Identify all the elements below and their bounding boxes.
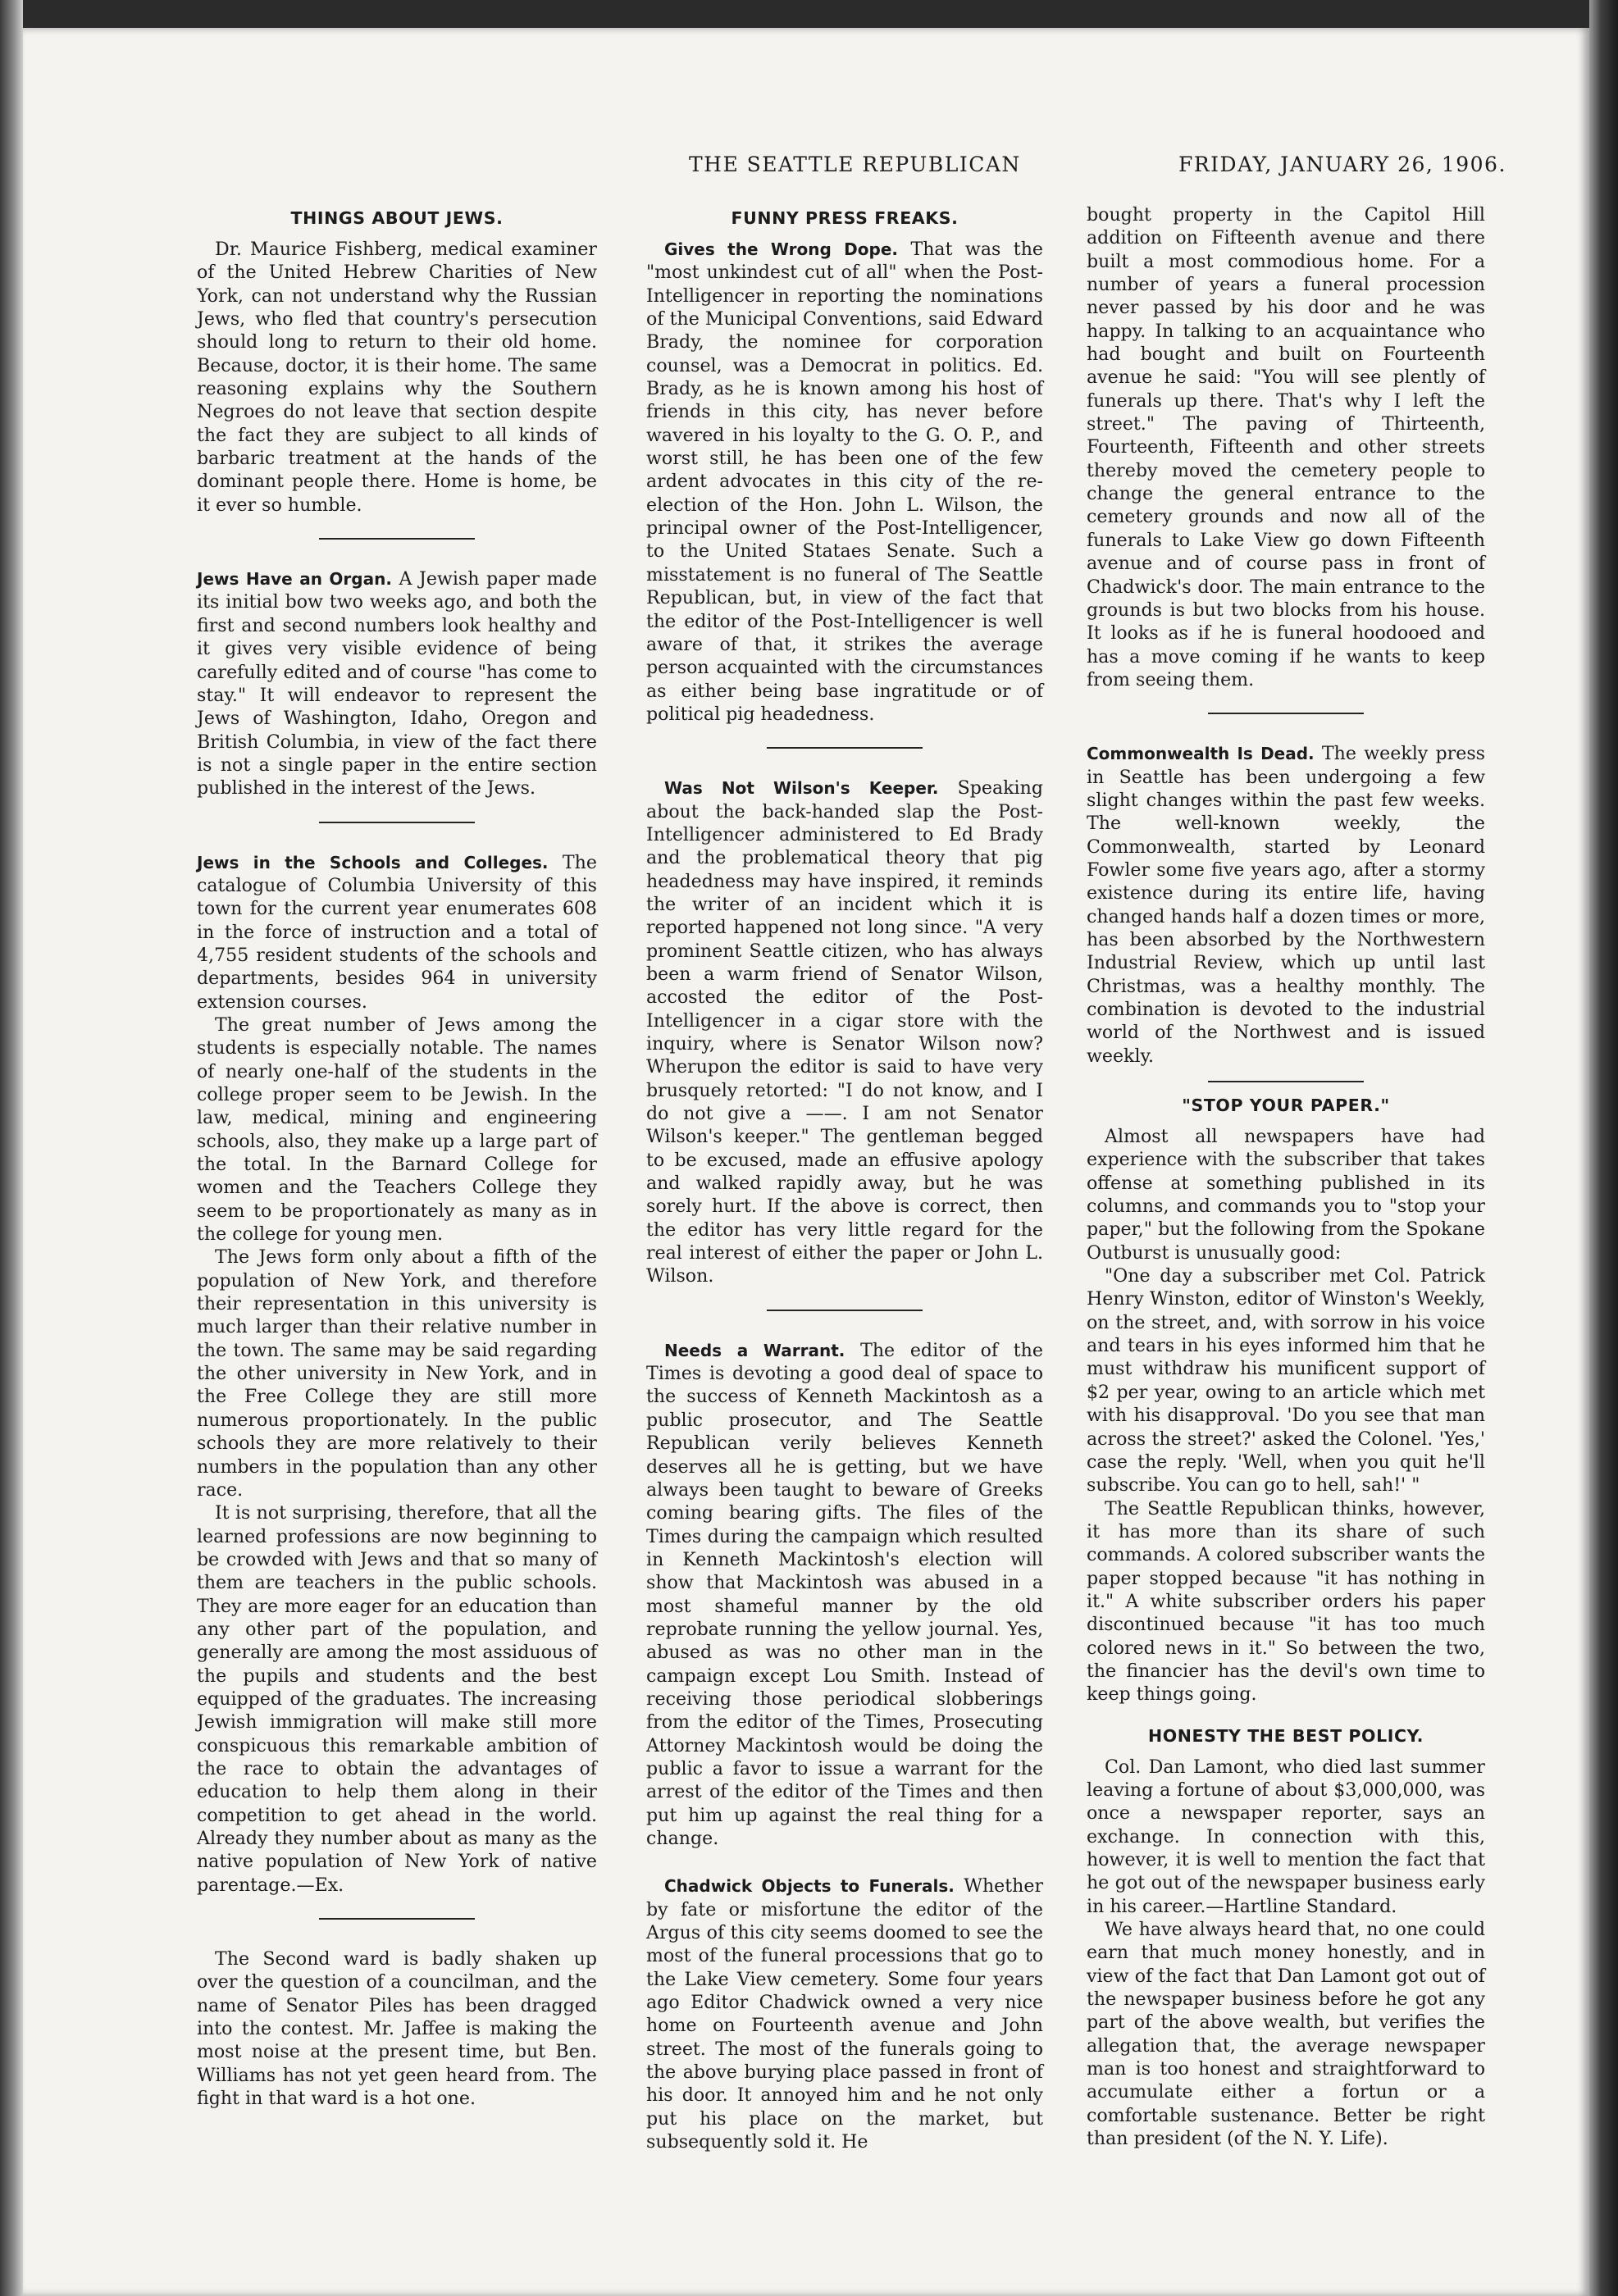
article-paragraph: bought property in the Capitol Hill addition on Fifteenth avenue and there built a most commodious home. For a number of years a funeral procession never passed by his door and he was happy. In talking to an acquaintance who had bought and built on Fourteenth avenue he said: "You will see plently of funerals up there. That's why I left the street." The paving of Thirteenth, Fourteenth, Fifteenth and other streets thereby moved the cemetery people to change the general entrance to the cemetery grounds and now all of the funerals to Lake View go down Fifteenth avenue and of course pass in front of Chadwick's door. The main entrance to the grounds is but two blocks from his house. It looks as if he is funeral hoodooed and has a move coming if he wants to keep from seeing them. xyxy=(1087,204,1485,690)
column-3 xyxy=(1087,203,1485,2150)
article-paragraph xyxy=(1087,742,1485,1068)
divider xyxy=(319,538,475,540)
article-paragraph xyxy=(646,1875,1043,2153)
article-text: Whether by fate or misfortune the editor of the Argus of this city seems doomed to see the most of the funeral processions that go to the Lake View cemetery. Some four years ago Editor Chadwick owned a very nice home on Fourteenth avenue and John street. The most of the funerals going to the above burying place passed in front of his door. It annoyed him and he not only put his place on the market, but subsequently sold it. He xyxy=(646,1875,1044,2153)
headline-stop-your-paper: "STOP YOUR PAPER." xyxy=(1182,1096,1390,1116)
article-paragraph: The Second ward is badly shaken up over the question of a councilman, and the name of Senator Piles has been dragged into the contest. Mr. Jaffee is making the most noise at the present time, but Ben. Williams has not yet geen heard from. The fight in that ward is a hot one. xyxy=(197,1948,597,2110)
divider xyxy=(319,1918,475,1920)
subhead-jews-in-schools: Jews in the Schools and Colleges. xyxy=(197,852,549,872)
page-right-edge xyxy=(1589,0,1618,2296)
masthead-paper-name: THE SEATTLE REPUBLICAN xyxy=(689,153,1021,176)
divider xyxy=(767,747,923,749)
divider xyxy=(319,822,475,823)
article-paragraph: Almost all newspapers have had experience with the subscriber that takes offense at something published in its columns, and commands you to "stop your paper," but the following from the Spokane Outburst is unusually good: xyxy=(1087,1126,1485,1264)
article-paragraph: Dr. Maurice Fishberg, medical examiner of the United Hebrew Charities of New York, can not understand why the Russian Jews, who fled that country's persecution should long to return to their old home. Because, doctor, it is their home. The same reasoning explains why the Southern Negroes do not leave that section despite the fact they are subject to all kinds of barbaric treatment at the hands of the dominant people there. Home is home, be it ever so humble. xyxy=(197,239,597,516)
subhead-gives-the-wrong-dope: Gives the Wrong Dope. xyxy=(664,239,899,259)
article-paragraph: "One day a subscriber met Col. Patrick Henry Winston, editor of Winston's Weekly, on the street, and, with sorrow in his voice and tears in his eyes informed him that he must withdraw his munificent support of $2 per year, owing to an article which met with his disapproval. 'Do you see that man across the street?' asked the Colonel. 'Yes,' case the reply. 'Well, when you quit he'll subscribe. You can go to hell, sah!' " xyxy=(1087,1265,1485,1496)
article-paragraph: It is not surprising, therefore, that all the learned professions are now beginning to be crowded with Jews and that so many of them are teachers in the public schools. They are more eager for an education than any other part of the population, and generally are among the most assiduous of the pupils and students and the best equipped of the graduates. The increasing Jewish immigration will make still more conspicuous this remarkable ambition of the race to obtain the advantages of education to help them along in their competition to get ahead in the world. Already they number about as many as the native population of New York of native parentage.—Ex. xyxy=(197,1502,597,1896)
subhead-was-not-wilsons-keeper: Was Not Wilson's Keeper. xyxy=(664,778,939,799)
article-paragraph: The Jews form only about a fifth of the population of New York, and therefore their representation in this university is much larger than their relative number in the town. The same may be said regarding the other university in New York, and in the Free College they are still more numerous proportionately. In the public schools they are more relatively to their numbers in the population than any other race. xyxy=(197,1246,597,1501)
masthead-date: FRIDAY, JANUARY 26, 1906. xyxy=(1178,153,1506,176)
article-paragraph xyxy=(197,851,597,1014)
article-text: The catalogue of Columbia University of this town for the current year enumerates 608 in the force of instruction and a total of 4,755 resident students of the schools and departments, besides 964 in university extension courses. xyxy=(197,851,597,1013)
article-paragraph xyxy=(646,238,1043,726)
article-text: A Jewish paper made its initial bow two weeks ago, and both the first and second numbers look healthy and it gives very visible evidence of being carefully edited and of course "has come to stay." It will endeavor to represent the Jews of Washington, Idaho, Oregon and British Columbia, in view of the fact there is not a single paper in the entire section published in the interest of the Jews. xyxy=(197,568,597,800)
subhead-commonwealth-is-dead: Commonwealth Is Dead. xyxy=(1087,744,1315,764)
subhead-needs-a-warrant: Needs a Warrant. xyxy=(664,1340,845,1360)
article-paragraph: We have always heard that, no one could earn that much money honestly, and in view of the fact that Dan Lamont got out of the newspaper business before he got any part of the above wealth, but verifies the allegation that, the average newspaper man is too honest and straightforward to accumulate either a fortun or a comfortable sustenance. Better be right than president (of the N. Y. Life). xyxy=(1087,1919,1485,2150)
divider xyxy=(1208,1081,1364,1082)
article-paragraph: Col. Dan Lamont, who died last summer leaving a fortune of about $3,000,000, was once a newspaper reporter, says an exchange. In connection with this, however, it is well to mention the fact that he got out of the newspaper business early in his career.—Hartline Standard. xyxy=(1087,1756,1485,1917)
article-paragraph xyxy=(646,777,1043,1288)
article-text: That was the "most unkindest cut of all" when the Post-Intelligencer in reporting the nominations of the Municipal Conventions, said Edward Brady, the nominee for corporation counsel, was a Democrat in politics. Ed. Brady, as he is known among his host of friends in this city, has never before wavered in his loyalty to the G. O. P., and worst still, he has been one of the few ardent advocates in this city of the re-election of the Hon. John L. Wilson, the principal owner of the Post-Intelligencer, to the United Stataes Senate. Such a misstatement is no funeral of The Seattle Republican, but, in view of the fact that the editor of the Post-Intelligencer is well aware of that, it strikes the average person acquainted with the circumstances as either being base ingratitude or of political pig headedness. xyxy=(646,239,1043,725)
subhead-jews-have-an-organ: Jews Have an Organ. xyxy=(197,569,392,590)
column-1 xyxy=(197,203,597,2110)
headline-things-about-jews: THINGS ABOUT JEWS. xyxy=(290,208,504,228)
article-paragraph: The great number of Jews among the students is especially notable. The names of nearly one-half of the students in the college proper seem to be Jewish. In the law, medical, mining and engineering schools, also, they make up a large part of the total. In the Barnard College for women and the Teachers College they seem to be proportionately as many as in the college for young men. xyxy=(197,1014,597,1246)
headline-honesty-best-policy: HONESTY THE BEST POLICY. xyxy=(1147,1725,1424,1746)
subhead-chadwick-objects: Chadwick Objects to Funerals. xyxy=(664,1876,955,1897)
page-binding-edge xyxy=(0,0,23,2296)
divider xyxy=(1208,713,1364,714)
article-paragraph: The Seattle Republican thinks, however, it has more than its share of such commands. A colored subscriber wants the paper stopped because "it has nothing in it." A white subscriber orders his paper discontinued because "it has too much colored news in it." So between the two, the financier has the devil's own time to keep things going. xyxy=(1087,1497,1485,1706)
divider xyxy=(767,1310,923,1311)
headline-funny-press-freaks: FUNNY PRESS FREAKS. xyxy=(731,208,959,228)
column-2 xyxy=(646,203,1043,2153)
article-paragraph xyxy=(197,567,597,800)
article-text: The weekly press in Seattle has been undergoing a few slight changes within the past few weeks. The well-known weekly, the Commonwealth, started by Leonard Fowler some five years ago, after a stormy existence during its entire life, having changed hands half a dozen times or more, has been absorbed by the Northwestern Industrial Review, which up until last Christmas, was a healthy monthly. The combination is devoted to the industrial world of the Northwest and is issued weekly. xyxy=(1087,743,1485,1067)
article-text: Speaking about the back-handed slap the Post-Intelligencer administered to Ed Brady and the problematical theory that pig headedness may have inspired, it reminds the writer of an incident which it is reported happened not long since. "A very prominent Seattle citizen, who has always been a warm friend of Senator Wilson, accosted the editor of the Post-Intelligencer in a cigar store with the inquiry, where is Senator Wilson now? Wherupon the editor is said to have very brusquely retorted: "I do not know, and I do not give a ——. I am not Senator Wilson's keeper." The gentleman begged to be excused, made an effusive apology and walked rapidly away, but he was sorely hurt. If the above is correct, then the editor has very little regard for the real interest of either the paper or John L. Wilson. xyxy=(646,777,1043,1287)
article-text: The editor of the Times is devoting a good deal of space to the success of Kenneth Mackintosh as a public prosecutor, and The Seattle Republican verily believes Kenneth deserves all he is getting, but we have always been taught to beware of Greeks coming bearing gifts. The files of the Times during the campaign which resulted in Kenneth Mackintosh's election will show that Mackintosh was abused in a most shameful manner by the old reprobate running the yellow journal. Yes, abused as was no other man in the campaign except Lou Smith. Instead of receiving those periodical slobberings from the editor of the Times, Prosecuting Attorney Mackintosh would be doing the public a favor to issue a warrant for the arrest of the editor of the Times and then put him up against the real thing for a change. xyxy=(646,1339,1043,1849)
article-paragraph xyxy=(646,1339,1043,1851)
